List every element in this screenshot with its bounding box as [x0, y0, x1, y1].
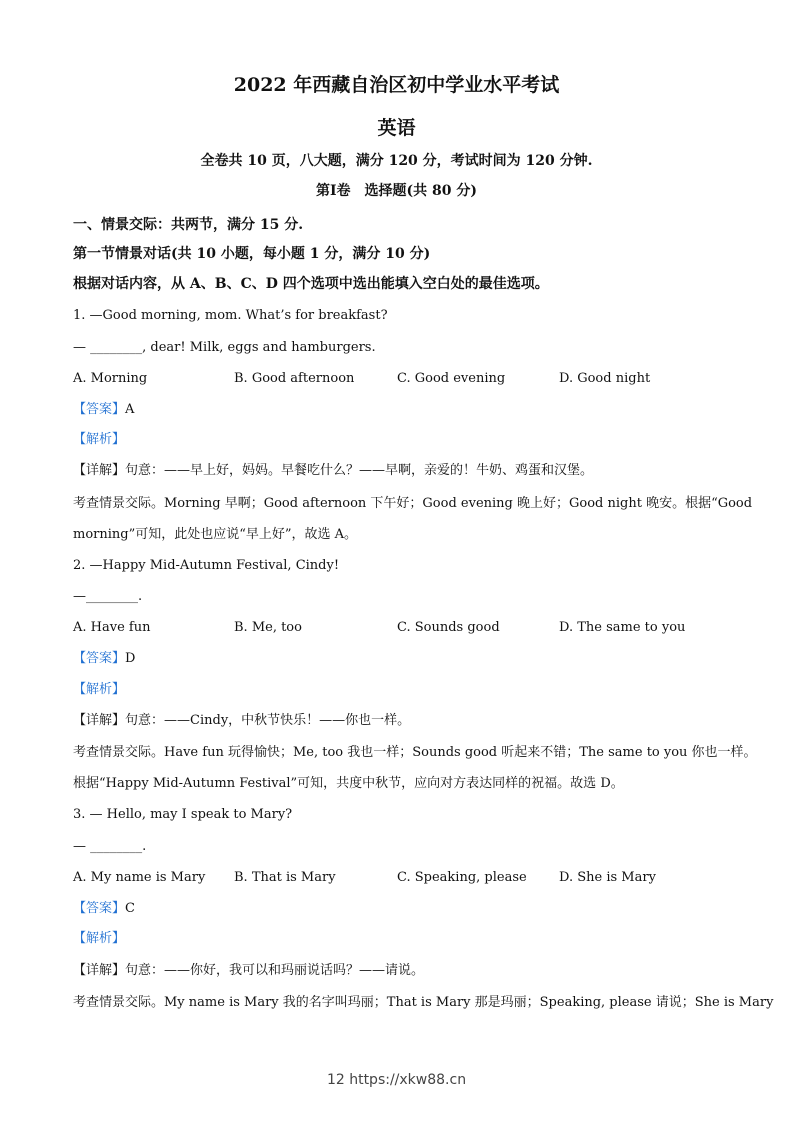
section-title: 一、情景交际：共两节，满分 15 分.: [73, 217, 304, 233]
q3-analysis: [73, 930, 733, 948]
detail-tag: 【详解】: [73, 463, 126, 478]
volume-title: 第Ⅰ卷 选择题(共 80 分): [315, 183, 478, 199]
q2-answer-value: D: [125, 651, 136, 666]
q1-detail-text: 句意：——早上好，妈妈。早餐吃什么？——早啊，亲爱的！牛奶、鸡蛋和汉堡。: [125, 463, 594, 478]
q2-analysis: [73, 681, 733, 699]
q3-answer: [73, 900, 733, 918]
q3-option-c: C. Speaking, please: [397, 870, 527, 885]
q1-explanation-1: 考查情景交际。Morning 早啊；Good afternoon 下午好；Good evening 晚上好；Good night 晚安。根据“Good: [73, 496, 753, 511]
detail-tag: 【详解】: [73, 963, 126, 978]
analysis-tag: 【解析】: [73, 682, 126, 697]
q1-option-a: A. Morning: [73, 371, 148, 386]
q2-option-d: D. The same to you: [559, 620, 686, 635]
answer-tag: 【答案】: [73, 651, 126, 666]
q3-line1: 3. — Hello, may I speak to Mary?: [73, 807, 293, 822]
page-footer: 12 https://xkw88.cn: [326, 1072, 467, 1088]
q1-option-c: C. Good evening: [397, 371, 506, 386]
q1-line1: 1. —Good morning, mom. What’s for breakfast?: [73, 308, 388, 323]
q2-detail: [73, 712, 733, 730]
answer-tag: 【答案】: [73, 901, 126, 916]
q3-option-a: A. My name is Mary: [73, 870, 206, 885]
q1-answer-value: A: [125, 402, 135, 417]
q2-option-c: C. Sounds good: [397, 620, 500, 635]
analysis-tag: 【解析】: [73, 432, 126, 447]
q3-option-d: D. She is Mary: [559, 870, 656, 885]
q1-detail: [73, 462, 733, 480]
q1-explanation-2: morning”可知，此处也应说“早上好”，故选 A。: [73, 527, 358, 542]
analysis-tag: 【解析】: [73, 931, 126, 946]
q3-explanation-1: 考查情景交际。My name is Mary 我的名字叫玛丽；That is Mary 那是玛丽；Speaking, please 请说；She is Mary: [73, 995, 774, 1010]
q1-line2: — ________, dear! Milk, eggs and hamburgers.: [73, 340, 376, 355]
instruction: 根据对话内容，从 A、B、C、D 四个选项中选出能填入空白处的最佳选项。: [73, 276, 549, 292]
q2-answer: [73, 650, 733, 668]
subject-title: 英语: [377, 117, 416, 139]
q3-detail-text: 句意：——你好，我可以和玛丽说话吗？——请说。: [125, 963, 425, 978]
q2-explanation-2: 根据“Happy Mid-Autumn Festival”可知，共度中秋节，应向对方表达同样的祝福。故选 D。: [73, 776, 624, 791]
exam-info: 全卷共 10 页，八大题，满分 120 分，考试时间为 120 分钟.: [200, 153, 593, 169]
answer-tag: 【答案】: [73, 402, 126, 417]
q2-line2: —________.: [73, 589, 143, 604]
q1-analysis: [73, 431, 733, 449]
q3-option-b: B. That is Mary: [234, 870, 336, 885]
detail-tag: 【详解】: [73, 713, 126, 728]
q2-option-b: B. Me, too: [234, 620, 302, 635]
q3-detail: [73, 962, 733, 980]
q2-option-a: A. Have fun: [73, 620, 151, 635]
exam-title: 2022 年西藏自治区初中学业水平考试: [233, 74, 560, 96]
q3-answer-value: C: [125, 901, 135, 916]
q1-answer: [73, 401, 733, 419]
q2-detail-text: 句意：——Cindy，中秋节快乐！——你也一样。: [125, 713, 411, 728]
q2-line1: 2. —Happy Mid-Autumn Festival, Cindy!: [73, 558, 340, 573]
q1-option-b: B. Good afternoon: [234, 371, 355, 386]
q3-line2: — ________.: [73, 839, 147, 854]
part-title: 第一节情景对话(共 10 小题，每小题 1 分，满分 10 分): [73, 246, 431, 262]
q2-explanation-1: 考查情景交际。Have fun 玩得愉快；Me, too 我也一样；Sounds good 听起来不错；The same to you 你也一样。: [73, 745, 757, 760]
q1-option-d: D. Good night: [559, 371, 651, 386]
